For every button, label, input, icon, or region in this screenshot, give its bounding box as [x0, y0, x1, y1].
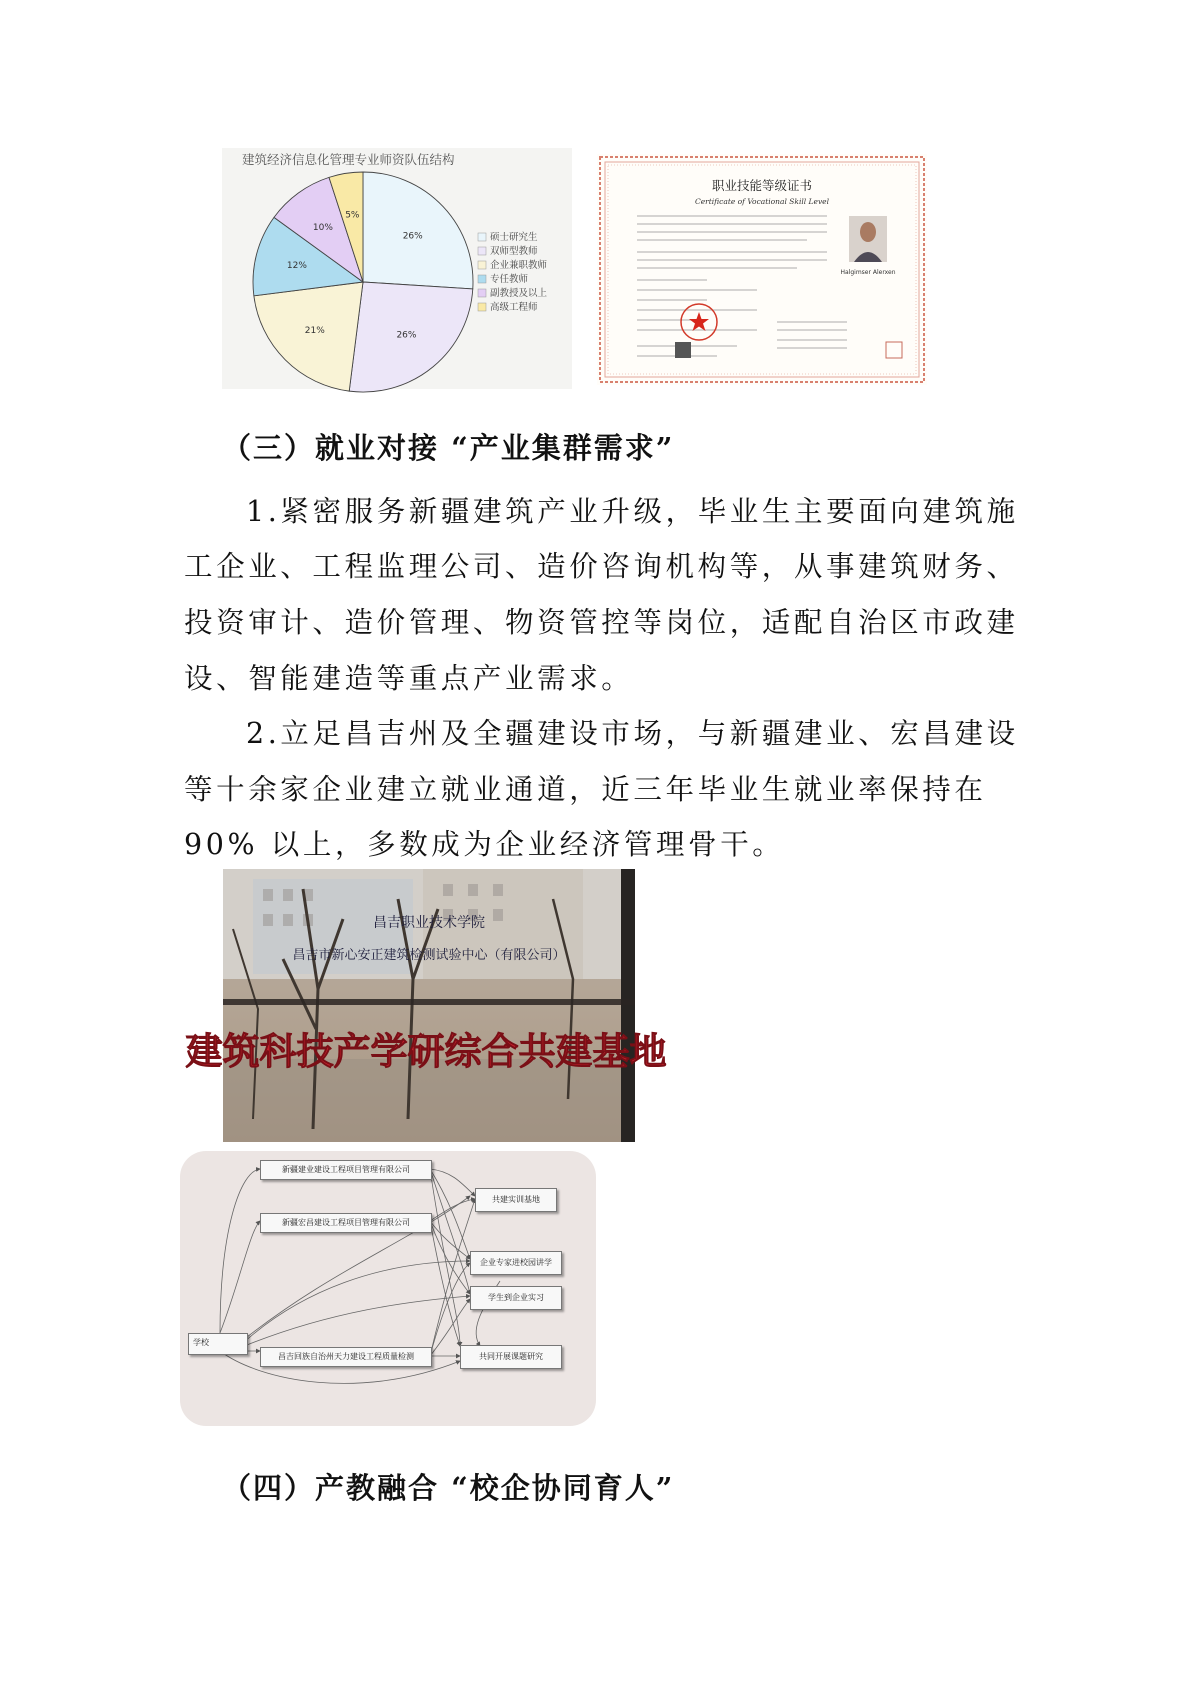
flow-node-outcome-4: 共同开展课题研究 [460, 1345, 562, 1369]
pie-label-3: 21% [304, 326, 325, 337]
pie-label-2: 26% [396, 330, 417, 341]
legend-swatch-5 [478, 289, 486, 297]
para2-line1: 2.立足昌吉州及全疆建设市场，与新疆建业、宏昌建设 [246, 717, 1019, 750]
certificate-subtitle: Certificate of Vocational Skill Level [694, 197, 830, 206]
legend-label-4: 专任教师 [490, 274, 529, 285]
chart-title: 建筑经济信息化管理专业师资队伍结构 [242, 152, 455, 167]
legend-swatch-4 [478, 275, 486, 283]
flow-node-company-1: 新疆建业建设工程项目管理有限公司 [260, 1160, 432, 1180]
pie-label-1: 26% [402, 231, 423, 242]
photo-line1: 昌吉职业技术学院 [373, 915, 485, 931]
photo-line2: 昌吉市新心安正建筑检测试验中心（有限公司） [292, 948, 566, 963]
certificate-title: 职业技能等级证书 [711, 178, 813, 193]
holder-name: Halgimser Alerxen [840, 269, 896, 276]
school-enterprise-flow-diagram [180, 1151, 596, 1426]
faculty-structure-chart [222, 148, 572, 389]
para1-line3: 投资审计、造价管理、物资管控等岗位，适配自治区市政建 [184, 606, 1019, 639]
pie-slice-3 [254, 282, 363, 391]
flow-node-outcome-3: 学生到企业实习 [470, 1286, 562, 1310]
pie-label-6: 5% [345, 210, 360, 221]
para1-line2: 工企业、工程监理公司、造价咨询机构等，从事建筑财务、 [184, 550, 1019, 583]
legend-label-2: 双师型教师 [490, 246, 538, 257]
legend-label-5: 副教授及以上 [490, 288, 548, 299]
certificate-image [597, 154, 927, 385]
flow-node-outcome-2: 企业专家进校园讲学 [470, 1251, 562, 1275]
legend-swatch-1 [478, 233, 486, 241]
stamp-box [886, 342, 902, 358]
para2-line2: 等十余家企业建立就业通道，近三年毕业生就业率保持在 [184, 773, 987, 806]
section3-heading: （三）就业对接 “产业集群需求” [222, 431, 675, 465]
legend-swatch-2 [478, 247, 486, 255]
flow-node-company-3: 昌吉回族自治州天力建设工程质量检测 [260, 1347, 432, 1367]
legend-swatch-6 [478, 303, 486, 311]
photo-main-title: 建筑科技产学研综合共建基地 [185, 1030, 667, 1073]
flow-node-school: 学校 [188, 1333, 248, 1355]
flow-node-outcome-1: 共建实训基地 [475, 1188, 557, 1212]
legend-label-1: 硕士研究生 [490, 232, 538, 243]
base-photo [185, 869, 667, 1142]
legend-swatch-3 [478, 261, 486, 269]
legend-label-6: 高级工程师 [490, 302, 538, 313]
section4-heading: （四）产教融合 “校企协同育人” [222, 1471, 675, 1505]
pie-label-4: 12% [286, 261, 307, 272]
para1-line4: 设、智能建造等重点产业需求。 [184, 662, 634, 695]
para2-line3: 90% 以上，多数成为企业经济管理骨干。 [184, 828, 785, 861]
flow-node-company-2: 新疆宏昌建设工程项目管理有限公司 [260, 1213, 432, 1233]
legend-label-3: 企业兼职教师 [490, 260, 548, 271]
para1-line1: 1.紧密服务新疆建筑产业升级，毕业生主要面向建筑施 [246, 495, 1019, 528]
pie-chart-svg [222, 148, 572, 389]
pie-label-5: 10% [312, 222, 333, 233]
vocational-certificate [597, 154, 927, 385]
qr-code [675, 342, 691, 358]
